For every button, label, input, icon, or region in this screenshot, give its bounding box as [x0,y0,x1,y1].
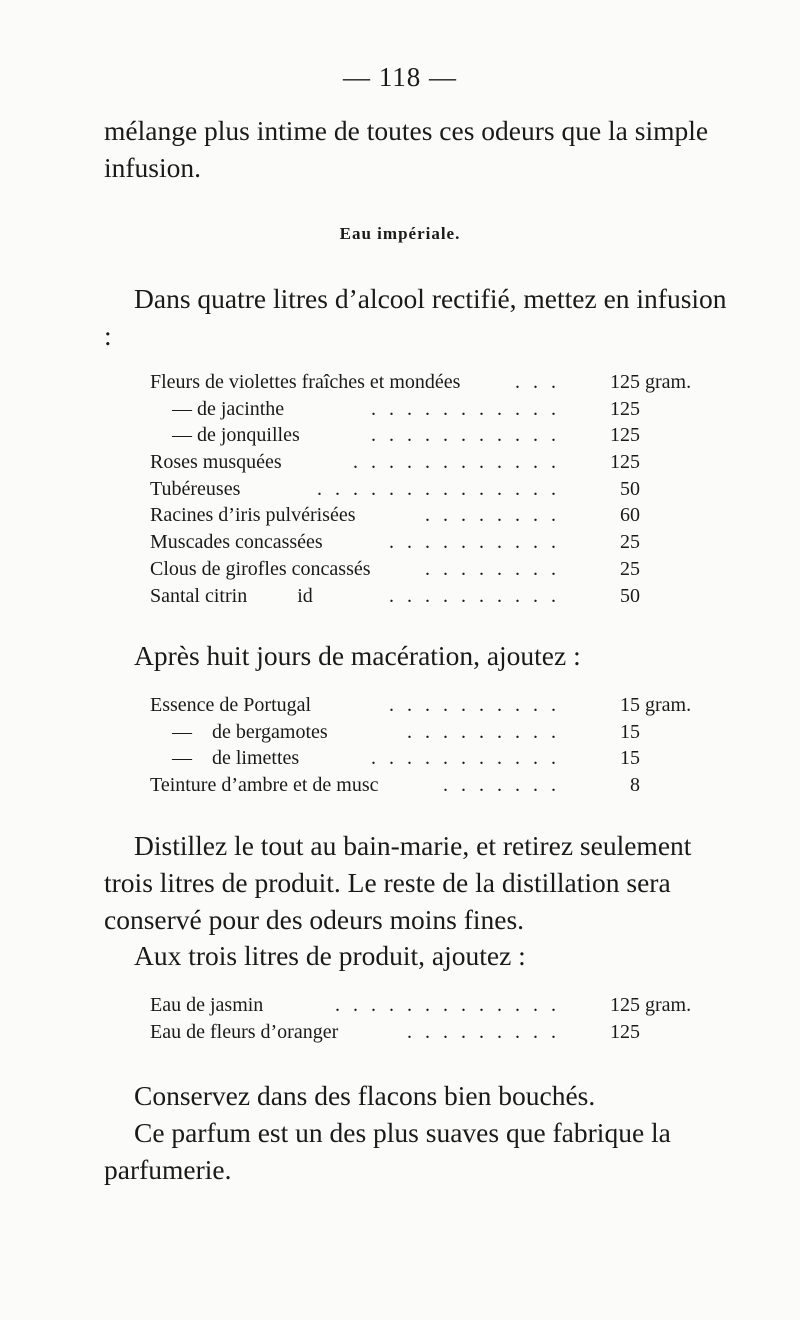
ingredient-name: Tubéreuses [150,477,241,500]
ingredient-quantity: 125 [610,371,640,393]
intro-paragraph: mélange plus intime de toutes ces odeurs que la simple infusion. [104,115,709,183]
ingredient-name: Eau de jasmin [150,994,264,1016]
leader-dots: . . . . . . . . . . [389,531,560,554]
ingredient-quantity: 125 [610,424,640,447]
quantity-unit: gram. [645,994,692,1016]
leader-dots: . . . . . . . . . . . [371,747,560,770]
leader-dots: . . . . . . . . [425,504,560,527]
ingredient-quantity: 50 [620,477,640,500]
ingredient-list-1 [150,369,710,609]
leader-dots: . . . . . . . . . [407,1020,560,1043]
ingredient-name: Roses musquées [150,451,282,474]
ingredient-row [150,692,710,719]
ingredient-name: Fleurs de violettes fraîches et mondées [150,371,461,393]
ingredient-row [150,1019,710,1046]
ingredient-name: Eau de fleurs d’oranger [150,1020,339,1043]
ingredient-name: Essence de Portugal [150,694,312,716]
leader-dots: . . . . . . . . . . . [371,397,560,420]
ingredient-row [150,396,710,423]
ingredient-list-3 [150,992,710,1045]
ingredient-row [150,422,710,449]
ingredient-name: — de bergamotes [172,720,328,743]
ingredient-quantity: 15 [620,720,640,743]
leader-dots: . . . . . . . . [425,557,560,580]
ingredient-name: — de limettes [172,747,300,770]
step4-paragraph: Aux trois litres de produit, ajoutez : [134,940,526,971]
ingredient-quantity: 50 [620,584,640,607]
ingredient-name: Santal citrin id [150,584,313,607]
ingredient-row [150,369,710,396]
leader-dots: . . . . . . . . . . [389,584,560,607]
leader-dots: . . . . . . . . . [407,720,560,743]
ingredient-quantity: 125 [610,1020,640,1043]
ingredient-row [150,529,710,556]
step6-paragraph: Ce parfum est un des plus suaves que fabrique la parfumerie. [104,1117,671,1185]
ingredient-quantity: 125 [610,994,640,1016]
ingredient-name: Teinture d’ambre et de musc [150,774,379,797]
ingredient-quantity: 15 [620,694,640,716]
ingredient-name: — de jonquilles [172,424,300,447]
ingredient-row [150,556,710,583]
leader-dots: . . . . . . . . . . . . . . [317,477,560,500]
ingredient-row [150,502,710,529]
leader-dots: . . . . . . . . . . [389,694,560,716]
ingredient-row [150,449,710,476]
ingredient-name: — de jacinthe [172,397,285,420]
ingredient-row [150,772,710,799]
ingredient-name: Clous de girofles concassés [150,557,371,580]
ingredient-row [150,476,710,503]
step3-paragraph: Distillez le tout au bain-marie, et retirez seulement trois litres de produit. Le reste de la distillation sera conservé pour des odeurs moins fines. [104,830,692,935]
ingredient-row [150,719,710,746]
leader-dots: . . . . . . . . . . . [371,424,560,447]
ingredient-name: Muscades concassées [150,531,323,554]
section-title: Eau impériale. [339,224,461,243]
step1-paragraph: Dans quatre litres d’alcool rectifié, mettez en infusion : [104,283,727,351]
leader-dots: . . . [515,371,560,393]
step5-paragraph: Conservez dans des flacons bien bouchés. [134,1080,596,1111]
leader-dots: . . . . . . . . . . . . . [335,994,560,1016]
ingredient-row [150,992,710,1019]
leader-dots: . . . . . . . . . . . . [353,451,560,474]
ingredient-quantity: 25 [620,557,640,580]
ingredient-name: Racines d’iris pulvérisées [150,504,356,527]
ingredient-list-2 [150,692,710,799]
ingredient-quantity: 125 [610,397,640,420]
step2-paragraph: Après huit jours de macération, ajoutez : [134,640,581,671]
leader-dots: . . . . . . . [443,774,560,797]
page-number: — 118 — [343,62,457,92]
ingredient-row [150,583,710,610]
ingredient-quantity: 125 [610,451,640,474]
ingredient-row [150,745,710,772]
ingredient-quantity: 15 [620,747,640,770]
ingredient-quantity: 25 [620,531,640,554]
ingredient-quantity: 60 [620,504,640,527]
quantity-unit: gram. [645,371,692,393]
ingredient-quantity: 8 [630,774,640,797]
quantity-unit: gram. [645,694,692,716]
